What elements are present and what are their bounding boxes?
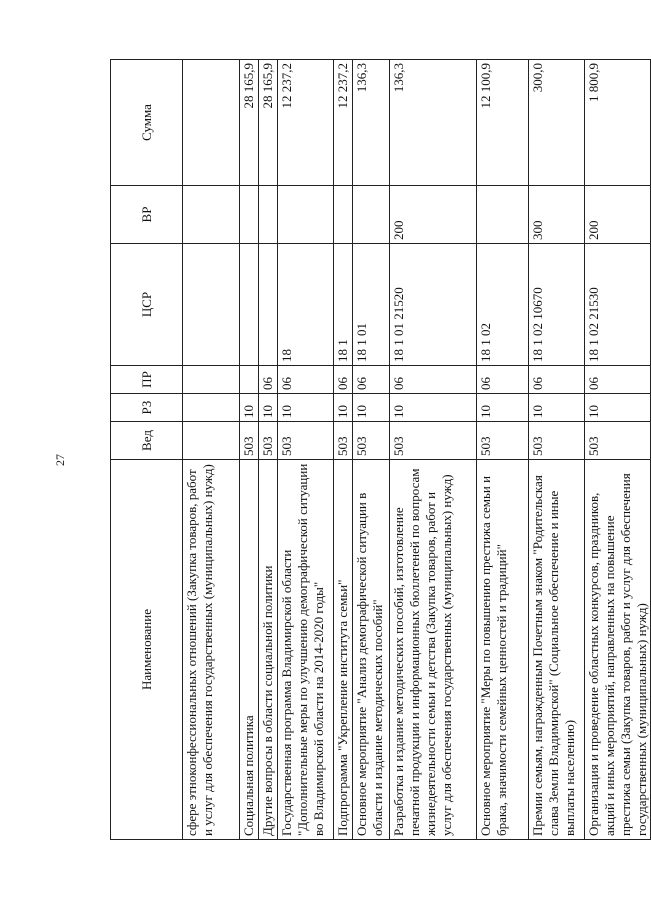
cell-sum bbox=[183, 60, 240, 186]
cell-sum: 28 165,9 bbox=[240, 60, 259, 186]
cell-csr bbox=[183, 244, 240, 366]
cell-name: Социальная политика bbox=[240, 460, 259, 840]
cell-pr: 06 bbox=[259, 366, 278, 394]
cell-pr: 06 bbox=[353, 366, 390, 394]
cell-sum: 12 237,2 bbox=[278, 60, 334, 186]
cell-ved: 503 bbox=[477, 422, 529, 460]
cell-vr bbox=[278, 186, 334, 244]
cell-rz bbox=[183, 394, 240, 422]
cell-vr bbox=[477, 186, 529, 244]
cell-csr: 18 1 02 10670 bbox=[529, 244, 585, 366]
cell-ved: 503 bbox=[353, 422, 390, 460]
cell-rz: 10 bbox=[240, 394, 259, 422]
cell-ved bbox=[183, 422, 240, 460]
table-row bbox=[477, 60, 529, 840]
cell-vr: 200 bbox=[585, 186, 651, 244]
cell-name: Разработка и издание методических пособий, изготовление печатной продукции и информационных бюллетеней по вопросам жизнедеятельности семьи и детства (Закупка товаров, работ и услуг для обеспечения государственных (муниципальных) нужд) bbox=[390, 460, 477, 840]
cell-rz: 10 bbox=[585, 394, 651, 422]
cell-ved: 503 bbox=[529, 422, 585, 460]
header-sum: Сумма bbox=[111, 60, 183, 186]
cell-ved: 503 bbox=[278, 422, 334, 460]
cell-name: Государственная программа Владимирской области "Дополнительные меры по улучшению демографической ситуации во Владимирской области на 2014-2020 годы" bbox=[278, 460, 334, 840]
cell-ved: 503 bbox=[585, 422, 651, 460]
cell-rz: 10 bbox=[477, 394, 529, 422]
cell-sum: 12 100,9 bbox=[477, 60, 529, 186]
cell-sum: 12 237,2 bbox=[334, 60, 353, 186]
cell-pr bbox=[183, 366, 240, 394]
cell-name: Подпрограмма "Укрепление института семьи" bbox=[334, 460, 353, 840]
table-row bbox=[240, 60, 259, 840]
cell-rz: 10 bbox=[334, 394, 353, 422]
table-row bbox=[353, 60, 390, 840]
header-rz: РЗ bbox=[111, 394, 183, 422]
table-row bbox=[529, 60, 585, 840]
cell-pr: 06 bbox=[334, 366, 353, 394]
cell-vr bbox=[259, 186, 278, 244]
header-vr: ВР bbox=[111, 186, 183, 244]
cell-csr: 18 bbox=[278, 244, 334, 366]
table-header-row bbox=[111, 60, 183, 840]
cell-pr: 06 bbox=[529, 366, 585, 394]
cell-vr bbox=[183, 186, 240, 244]
table-row bbox=[585, 60, 651, 840]
cell-csr: 18 1 02 bbox=[477, 244, 529, 366]
cell-pr: 06 bbox=[390, 366, 477, 394]
header-csr: ЦСР bbox=[111, 244, 183, 366]
cell-sum: 136,3 bbox=[390, 60, 477, 186]
cell-csr: 18 1 01 bbox=[353, 244, 390, 366]
cell-csr: 18 1 bbox=[334, 244, 353, 366]
table-row bbox=[278, 60, 334, 840]
cell-ved: 503 bbox=[240, 422, 259, 460]
cell-name: Основное мероприятие "Анализ демографической ситуации в области и издание методических пособий" bbox=[353, 460, 390, 840]
cell-rz: 10 bbox=[390, 394, 477, 422]
cell-pr bbox=[240, 366, 259, 394]
header-ved: Вед bbox=[111, 422, 183, 460]
table-row bbox=[183, 60, 240, 840]
cell-rz: 10 bbox=[278, 394, 334, 422]
cell-csr: 18 1 01 21520 bbox=[390, 244, 477, 366]
cell-ved: 503 bbox=[334, 422, 353, 460]
rotated-table-wrapper bbox=[110, 60, 649, 840]
cell-rz: 10 bbox=[259, 394, 278, 422]
cell-vr: 200 bbox=[390, 186, 477, 244]
cell-sum: 28 165,9 bbox=[259, 60, 278, 186]
budget-table bbox=[110, 59, 651, 840]
cell-sum: 300,0 bbox=[529, 60, 585, 186]
cell-name: сфере этноконфессиональных отношений (Закупка товаров, работ и услуг для обеспечения государственных (муниципальных) нужд) bbox=[183, 460, 240, 840]
cell-vr bbox=[240, 186, 259, 244]
table-row bbox=[390, 60, 477, 840]
cell-ved: 503 bbox=[259, 422, 278, 460]
cell-vr: 300 bbox=[529, 186, 585, 244]
header-pr: ПР bbox=[111, 366, 183, 394]
cell-name: Основное мероприятие "Меры по повышению престижа семьи и брака, значимости семейных ценностей и традиций" bbox=[477, 460, 529, 840]
table-row bbox=[334, 60, 353, 840]
cell-name: Премии семьям, награжденным Почетным знаком "Родительская слава Земли Владимирской" (Социальное обеспечение и иные выплаты населению) bbox=[529, 460, 585, 840]
cell-sum: 1 800,9 bbox=[585, 60, 651, 186]
header-name: Наименование bbox=[111, 460, 183, 840]
cell-csr bbox=[240, 244, 259, 366]
cell-ved: 503 bbox=[390, 422, 477, 460]
cell-csr: 18 1 02 21530 bbox=[585, 244, 651, 366]
cell-name: Организация и проведение областных конкурсов, праздников, акций и иных мероприятий, направленных на повышение престижа семьи (Закупка товаров, работ и услуг для обеспечения государственных (муниципальных) нужд) bbox=[585, 460, 651, 840]
cell-rz: 10 bbox=[529, 394, 585, 422]
cell-pr: 06 bbox=[278, 366, 334, 394]
cell-name: Другие вопросы в области социальной политики bbox=[259, 460, 278, 840]
cell-rz: 10 bbox=[353, 394, 390, 422]
cell-vr bbox=[334, 186, 353, 244]
cell-pr: 06 bbox=[585, 366, 651, 394]
cell-sum: 136,3 bbox=[353, 60, 390, 186]
page-number: 27 bbox=[53, 454, 67, 466]
table-row bbox=[259, 60, 278, 840]
cell-pr: 06 bbox=[477, 366, 529, 394]
cell-csr bbox=[259, 244, 278, 366]
cell-vr bbox=[353, 186, 390, 244]
